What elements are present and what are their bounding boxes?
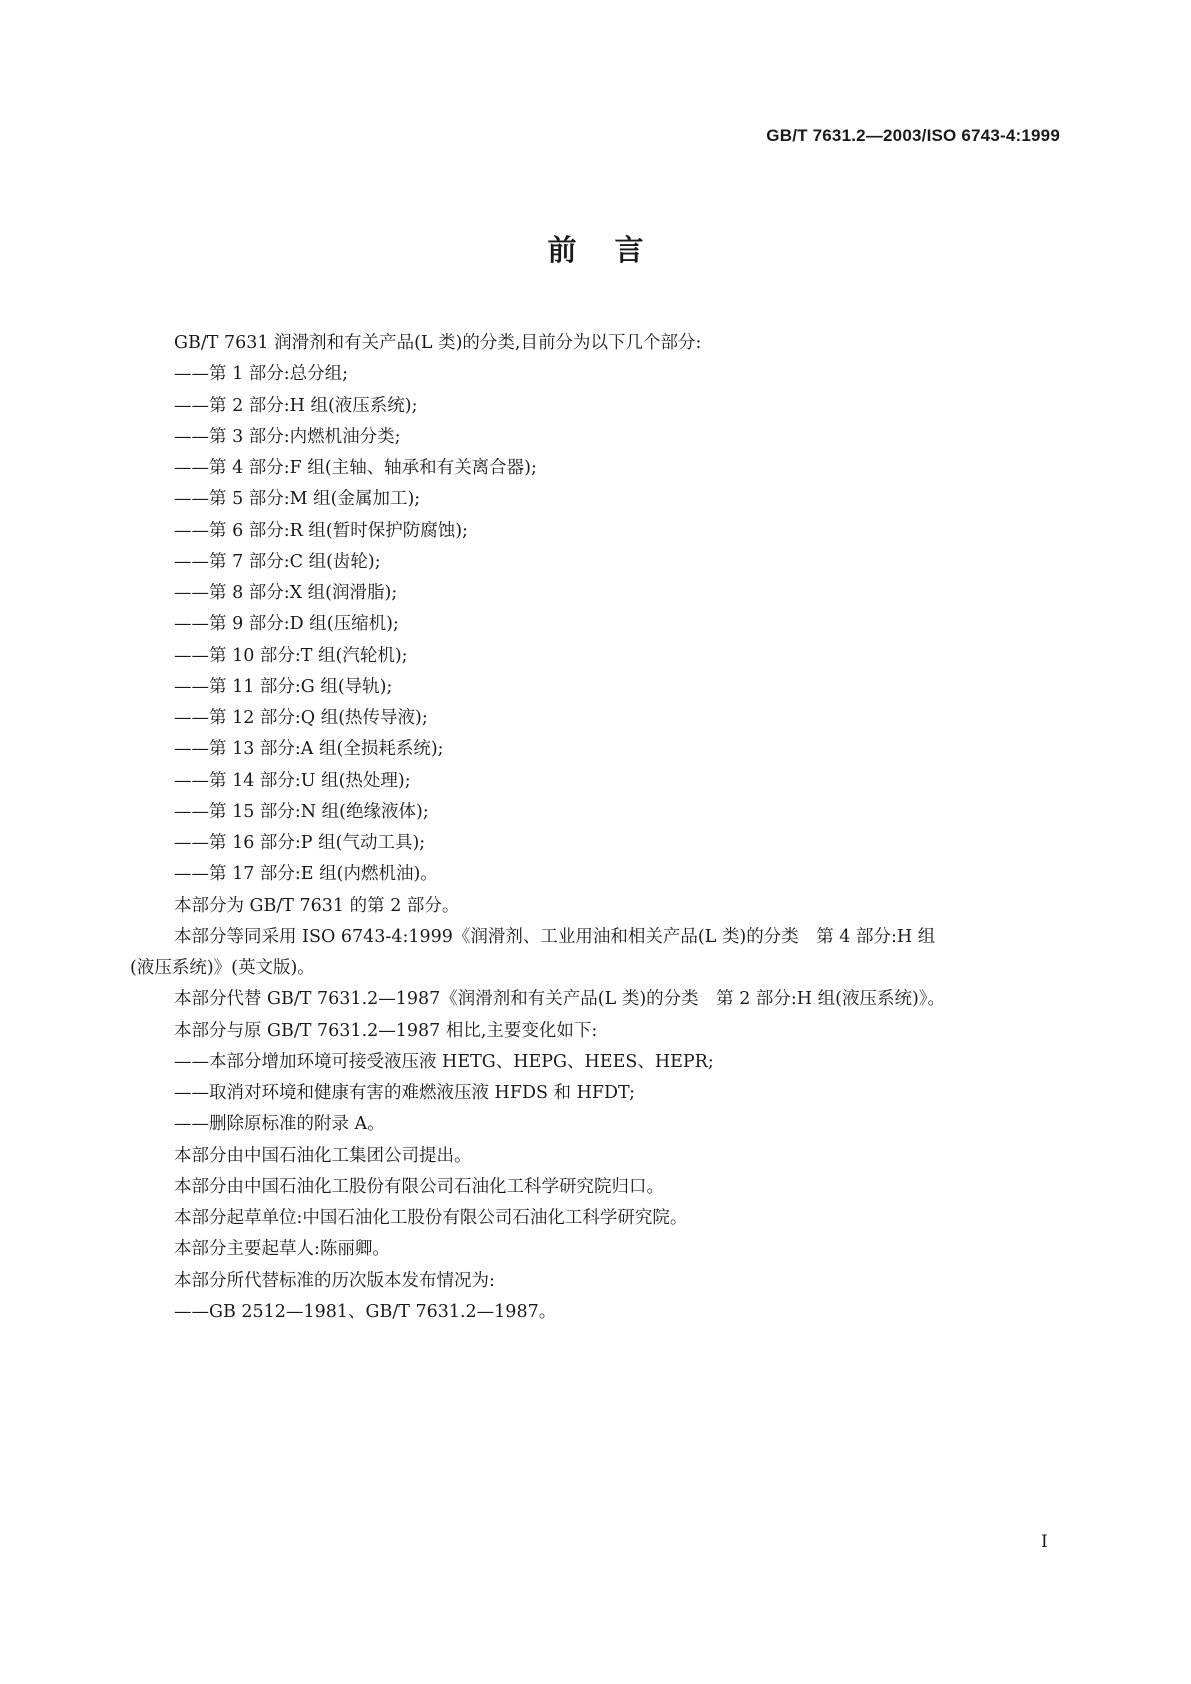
part-item-15: ——第 15 部分:N 组(绝缘液体); [174,801,429,822]
part-item-9: ——第 9 部分:D 组(压缩机); [174,614,399,635]
page-title: 前言 [547,233,682,267]
intro-paragraph: GB/T 7631 润滑剂和有关产品(L 类)的分类,目前分为以下几个部分: [174,333,702,353]
part-item-5: ——第 5 部分:M 组(金属加工); [174,489,421,510]
part-item-10: ——第 10 部分:T 组(汽轮机); [174,645,408,666]
paragraph-history-intro: 本部分所代替标准的历次版本发布情况为: [174,1270,495,1291]
change-item-2: ——取消对环境和健康有害的难燃液压液 HFDS 和 HFDT; [174,1083,635,1103]
standard-number: GB/T 7631.2—2003/ISO 6743-4:1999 [766,126,1060,145]
part-item-8: ——第 8 部分:X 组(润滑脂); [174,583,398,603]
change-item-3: ——删除原标准的附录 A。 [174,1114,385,1135]
page-number: I [1041,1532,1048,1552]
part-item-14: ——第 14 部分:U 组(热处理); [174,770,411,791]
paragraph-replaces: 本部分代替 GB/T 7631.2—1987《润滑剂和有关产品(L 类)的分类 第 2 部分:H 组(液压系统)》。 [174,989,946,1010]
change-item-1: ——本部分增加环境可接受液压液 HETG、HEPG、HEES、HEPR; [174,1051,714,1072]
part-item-16: ——第 16 部分:P 组(气动工具); [174,833,426,853]
paragraph-part-number: 本部分为 GB/T 7631 的第 2 部分。 [174,895,460,916]
part-item-6: ——第 6 部分:R 组(暂时保护防腐蚀); [174,520,468,541]
part-item-17: ——第 17 部分:E 组(内燃机油)。 [174,864,438,885]
paragraph-equivalence-line2: (液压系统)》(英文版)。 [130,958,315,978]
part-item-7: ——第 7 部分:C 组(齿轮); [174,551,381,572]
part-item-2: ——第 2 部分:H 组(液压系统); [174,395,418,416]
paragraph-proposed-by: 本部分由中国石油化工集团公司提出。 [174,1145,472,1166]
part-item-4: ——第 4 部分:F 组(主轴、轴承和有关离合器); [174,458,537,478]
paragraph-drafters: 本部分主要起草人:陈丽卿。 [174,1239,390,1260]
part-item-3: ——第 3 部分:内燃机油分类; [174,426,401,447]
part-item-1: ——第 1 部分:总分组; [174,364,349,385]
history-item-1: ——GB 2512—1981、GB/T 7631.2—1987。 [174,1301,557,1322]
part-item-12: ——第 12 部分:Q 组(热传导液); [174,708,428,728]
paragraph-centralized-by: 本部分由中国石油化工股份有限公司石油化工科学研究院归口。 [174,1176,664,1197]
part-item-13: ——第 13 部分:A 组(全损耗系统); [174,739,444,760]
paragraph-drafting-unit: 本部分起草单位:中国石油化工股份有限公司石油化工科学研究院。 [174,1208,688,1228]
part-item-11: ——第 11 部分:G 组(导轨); [174,676,393,697]
document-body [0,328,1191,1328]
paragraph-changes-intro: 本部分与原 GB/T 7631.2—1987 相比,主要变化如下: [174,1020,598,1041]
paragraph-equivalence-line1: 本部分等同采用 ISO 6743-4:1999《润滑剂、工业用油和相关产品(L 类)的分类 第 4 部分:H 组 [174,926,936,947]
